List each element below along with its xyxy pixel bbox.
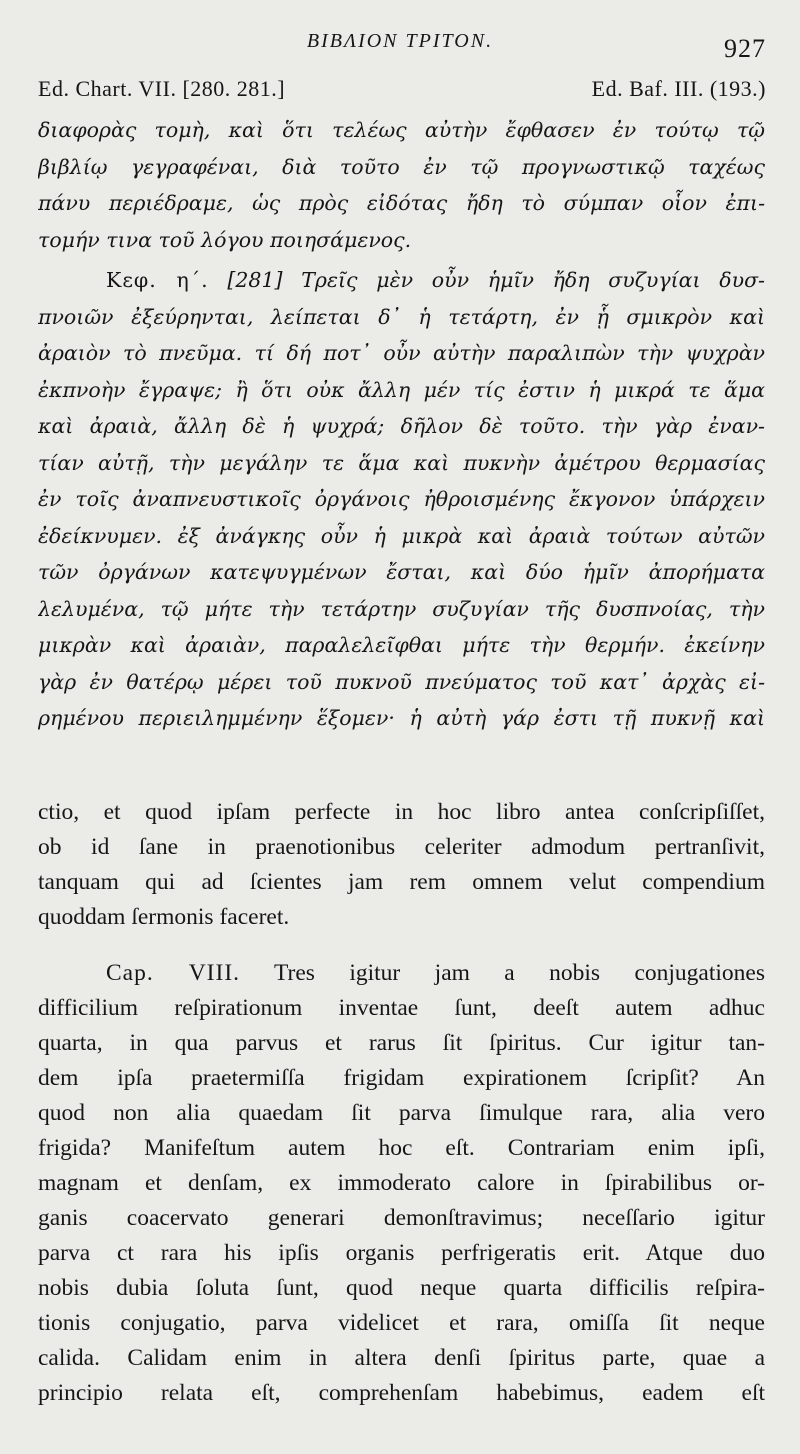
latin-line: principio relata eſt, comprehenſam habebimus, eadem eſt <box>38 1380 765 1406</box>
greek-line: ἐκπνοὴν ἔγραψε; ἢ ὅτι οὐκ ἄλλη μέν τίς ἐστιν ἡ μικρά τε ἅμα <box>38 377 765 402</box>
latin-line: ctio, et quod ipſam perfecte in hoc libro antea conſcripſiſſet, <box>38 799 765 825</box>
greek-line: τῶν ὀργάνων κατεψυγμένων ἔσται, καὶ δύο ἡμῖν ἀπορήματα <box>38 560 765 584</box>
latin-line: parva ct rara his ipſis organis perfrigeratis erit. Atque duo <box>38 1240 765 1266</box>
greek-line: μικρὰν καὶ ἀραιὰν, παραλελεῖφθαι μήτε τὴν θερμήν. ἐκείνην <box>38 633 765 657</box>
latin-line: ob id ſane in praenotionibus celeriter admodum pertranſivit, <box>38 834 765 860</box>
latin-line: quoddam ſermonis faceret. <box>38 904 290 930</box>
latin-line: frigida? Manifeſtum autem hoc eſt. Contrariam enim ipſi, <box>38 1135 765 1161</box>
latin-line: tionis conjugatio, parva videlicet et rara, omiſſa ſit neque <box>38 1310 765 1336</box>
greek-line: γὰρ ἐν θατέρῳ μέρει τοῦ πυκνοῦ πνεύματος τοῦ κατ᾽ ἀρχὰς εἰ- <box>38 669 765 694</box>
greek-line: ρημένου περιειλημμένην ἕξομεν· ἡ αὐτὴ γάρ ἐστι τῇ πυκνῇ καὶ <box>38 706 765 730</box>
greek-line: ἐν τοῖς ἀναπνευστικοῖς ὀργάνοις ἠθροισμένης ἔκγονον ὑπάρχειν <box>38 487 765 511</box>
latin-line: ganis coacervato generari demonſtravimus; neceſſario igitur <box>38 1205 765 1231</box>
latin-paragraph-continuation <box>38 795 765 935</box>
greek-paragraph-continuation <box>38 112 765 258</box>
greek-line: ἐδείκνυμεν. ἐξ ἀνάγκης οὖν ἡ μικρὰ καὶ ἀραιὰ τούτων αὐτῶν <box>38 523 765 548</box>
latin-line: magnam et denſam, ex immoderato calore in ſpirabilibus or- <box>38 1170 765 1196</box>
running-title: ΒΙΒΛΙΟΝ ΤΡΙΤΟΝ. <box>306 30 494 52</box>
greek-chapter-label: Κεφ. η΄. <box>106 268 209 292</box>
latin-line: quod non alia quaedam ſit parva ſimulque rara, alia vero <box>38 1100 765 1126</box>
greek-chapter-first-line <box>38 262 765 299</box>
greek-line: τομήν τινα τοῦ λόγου ποιησάμενος. <box>38 227 412 252</box>
greek-first-line-text: [281] Τρεῖς μὲν οὖν ἡμῖν ἤδη συζυγίαι δυσ- <box>227 268 765 292</box>
greek-line: διαφορὰς τομὴ, καὶ ὅτι τελέως αὐτὴν ἔφθασεν ἐν τούτῳ τῷ <box>38 118 765 142</box>
latin-line: difficilium reſpirationum inventae ſunt, deeſt autem adhuc <box>38 995 765 1021</box>
greek-paragraph-chapter-8 <box>38 262 765 737</box>
latin-line: tanquam qui ad ſcientes jam rem omnem velut compendium <box>38 869 765 895</box>
edition-reference-basel: Ed. Baf. III. (193.) <box>591 76 766 101</box>
greek-line: καὶ ἀραιὰ, ἄλλη δὲ ἡ ψυχρά; δῆλον δὲ τοῦτο. τὴν γὰρ ἐναν- <box>38 414 765 438</box>
latin-chapter-first-line <box>38 956 765 991</box>
latin-line: nobis dubia ſoluta ſunt, quod neque quarta difficilis reſpira- <box>38 1275 765 1301</box>
greek-line: ἀραιὸν τὸ πνεῦμα. τί δή ποτ᾽ οὖν αὐτὴν παραλιπὼν τὴν ψυχρὰν <box>38 341 765 365</box>
latin-line: calida. Calidam enim in altera denſi ſpiritus parte, quae a <box>38 1345 765 1371</box>
greek-line: πνοιῶν ἐξεύρηνται, λείπεται δ᾽ ἡ τετάρτη, ἐν ᾗ σμικρὸν καὶ <box>38 304 765 329</box>
greek-line: πάνυ περιέδραμε, ὡς πρὸς εἰδότας ἤδη τὸ σύμπαν οἷον ἐπι- <box>38 191 765 215</box>
latin-line: dem ipſa praetermiſſa frigidam expirationem ſcripſit? An <box>38 1065 765 1091</box>
latin-paragraph-chapter-8 <box>38 956 765 1411</box>
greek-line: βιβλίῳ γεγραφέναι, διὰ τοῦτο ἐν τῷ προγνωστικῷ ταχέως <box>38 154 765 179</box>
greek-line: λελυμένα, τῷ μήτε τὴν τετάρτην συζυγίαν τῆς δυσπνοίας, τὴν <box>38 596 765 621</box>
greek-line: τίαν αὐτῇ, τὴν μεγάλην τε ἅμα καὶ πυκνὴν ἀμέτρου θερμασίας <box>38 450 765 475</box>
latin-line: quarta, in qua parvus et rarus ſit ſpiritus. Cur igitur tan- <box>38 1030 765 1056</box>
latin-first-line-text: Tres igitur jam a nobis conjugationes <box>274 960 765 986</box>
edition-reference-chartier: Ed. Chart. VII. [280. 281.] <box>38 76 286 101</box>
latin-chapter-label: Cap. VIII. <box>106 960 241 986</box>
page-number: 927 <box>724 34 766 63</box>
